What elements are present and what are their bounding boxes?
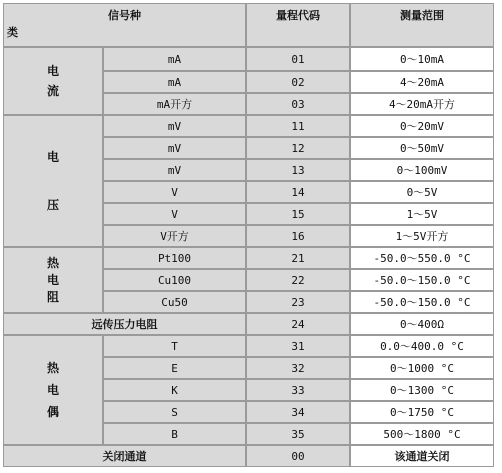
header-range-code-label: 量程代码 [276, 9, 320, 22]
header-measure-range-label: 测量范围 [400, 9, 444, 22]
row-code: 03 [246, 93, 350, 115]
row-code: 35 [246, 423, 350, 445]
row-range: 该通道关闭 [350, 445, 494, 467]
row-subtype: mA [103, 47, 246, 71]
row-range: -50.0～550.0 °C [350, 247, 494, 269]
row-range: 500～1800 °C [350, 423, 494, 445]
row-range: 0～100mV [350, 159, 494, 181]
row-range: 1～5V开方 [350, 225, 494, 247]
row-code: 01 [246, 47, 350, 71]
row-code: 22 [246, 269, 350, 291]
row-code: 11 [246, 115, 350, 137]
row-subtype: V开方 [103, 225, 246, 247]
header-signal-type-tail: 类 [7, 26, 18, 39]
row-code: 24 [246, 313, 350, 335]
group-thermocouple-char-3: 偶 [46, 405, 59, 419]
header-measure-range [350, 3, 494, 47]
row-range: 4～20mA [350, 71, 494, 93]
row-subtype: mA开方 [103, 93, 246, 115]
group-voltage [3, 115, 103, 247]
group-voltage-char-2: 压 [46, 198, 59, 212]
row-subtype: K [103, 379, 246, 401]
row-subtype: mV [103, 137, 246, 159]
row-range: -50.0～150.0 °C [350, 269, 494, 291]
row-subtype: V [103, 203, 246, 225]
group-thermal-resistance-char-1: 热 [46, 256, 59, 270]
group-remote-pressure-label: 远传压力电阻 [91, 317, 158, 331]
row-subtype: T [103, 335, 246, 357]
row-subtype: S [103, 401, 246, 423]
group-close-channel [3, 445, 246, 467]
row-code: 12 [246, 137, 350, 159]
row-code: 00 [246, 445, 350, 467]
row-code: 32 [246, 357, 350, 379]
row-subtype: B [103, 423, 246, 445]
row-subtype: E [103, 357, 246, 379]
row-range: 0～1300 °C [350, 379, 494, 401]
group-voltage-char-1: 电 [46, 150, 59, 164]
row-subtype: Cu100 [103, 269, 246, 291]
header-signal-type [3, 3, 246, 47]
row-code: 14 [246, 181, 350, 203]
group-remote-pressure [3, 313, 246, 335]
row-code: 23 [246, 291, 350, 313]
group-current-char-2: 流 [46, 84, 59, 98]
row-subtype: Cu50 [103, 291, 246, 313]
signal-range-table [3, 3, 494, 467]
row-range: 0～20mV [350, 115, 494, 137]
row-code: 02 [246, 71, 350, 93]
group-thermocouple-char-1: 热 [46, 361, 59, 375]
group-thermal-resistance-char-3: 阻 [46, 290, 59, 304]
group-thermal-resistance-char-2: 电 [46, 273, 59, 287]
row-subtype: V [103, 181, 246, 203]
group-close-channel-label: 关闭通道 [102, 449, 147, 463]
row-subtype: Pt100 [103, 247, 246, 269]
group-current-char-1: 电 [46, 64, 59, 78]
row-code: 21 [246, 247, 350, 269]
row-code: 15 [246, 203, 350, 225]
header-range-code [246, 3, 350, 47]
row-code: 31 [246, 335, 350, 357]
row-range: 0～50mV [350, 137, 494, 159]
row-range: 1～5V [350, 203, 494, 225]
row-range: 0～1750 °C [350, 401, 494, 423]
row-range: -50.0～150.0 °C [350, 291, 494, 313]
header-signal-type-label: 信号种 [108, 9, 141, 22]
row-range: 0～1000 °C [350, 357, 494, 379]
row-subtype: mV [103, 159, 246, 181]
row-range: 0～10mA [350, 47, 494, 71]
row-subtype: mA [103, 71, 246, 93]
row-code: 13 [246, 159, 350, 181]
row-code: 34 [246, 401, 350, 423]
row-range: 0～5V [350, 181, 494, 203]
row-code: 16 [246, 225, 350, 247]
group-current [3, 47, 103, 115]
row-range: 4～20mA开方 [350, 93, 494, 115]
row-range: 0.0～400.0 °C [350, 335, 494, 357]
group-thermal-resistance [3, 247, 103, 313]
row-range: 0～400Ω [350, 313, 494, 335]
row-subtype: mV [103, 115, 246, 137]
group-thermocouple [3, 335, 103, 445]
group-thermocouple-char-2: 电 [46, 383, 59, 397]
row-code: 33 [246, 379, 350, 401]
